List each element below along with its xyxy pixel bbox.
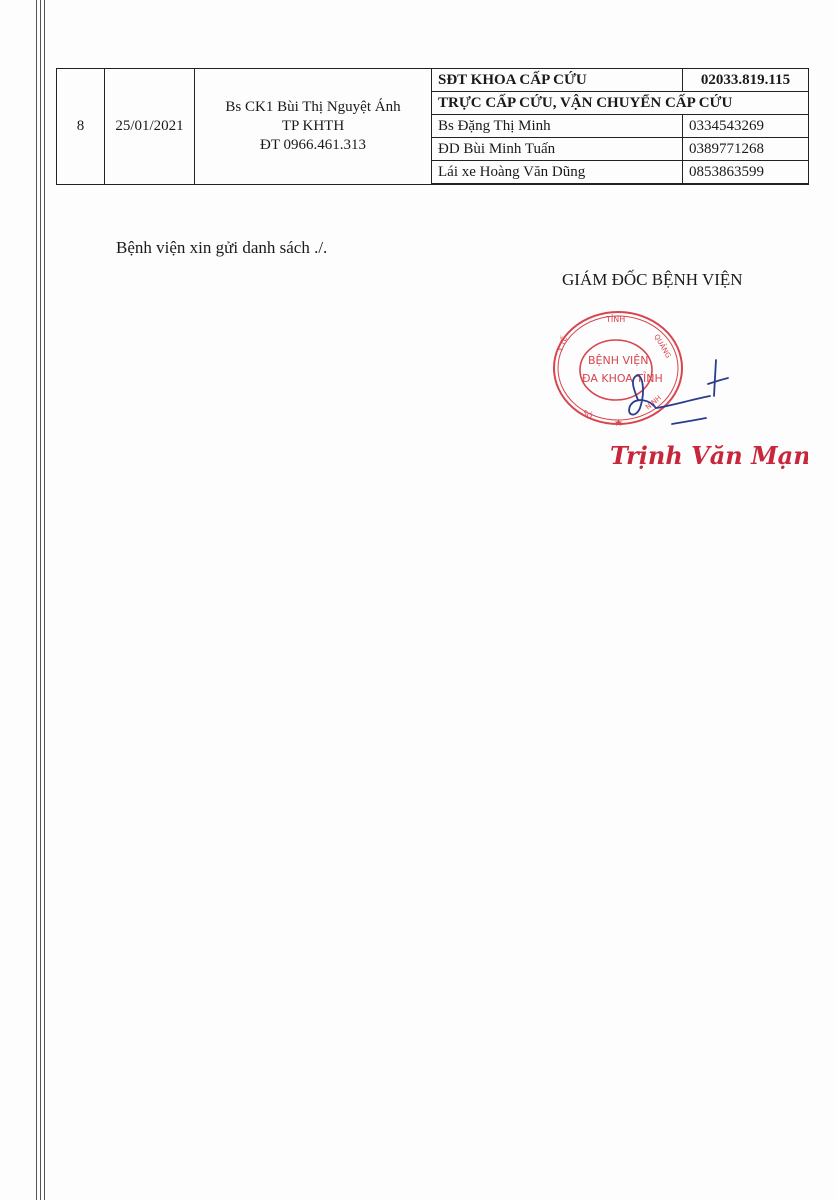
leader-name: Bs CK1 Bùi Thị Nguyệt Ánh <box>225 98 401 115</box>
stamp-inner-line2: ĐA KHOA TỈNH <box>582 372 663 385</box>
signer-name <box>608 434 808 474</box>
staff-phone: 0389771268 <box>683 138 809 161</box>
stamp-ring-left: Y TẾ <box>556 335 570 353</box>
staff-name: ĐD Bùi Minh Tuấn <box>432 138 683 161</box>
hotline-label: SĐT KHOA CẤP CỨU <box>432 69 683 92</box>
duty-date: 25/01/2021 <box>105 69 195 185</box>
staff-phone: 0334543269 <box>683 115 809 138</box>
row-number: 8 <box>57 69 105 185</box>
stamp-inner-line1: BỆNH VIỆN <box>588 354 649 367</box>
leader-position: TP KHTH <box>281 117 345 134</box>
leader-phone: ĐT 0966.461.313 <box>260 136 366 153</box>
signature-title: GIÁM ĐỐC BỆNH VIỆN <box>562 270 743 289</box>
closing-text: Bệnh viện xin gửi danh sách ./. <box>116 238 328 257</box>
staff-name: Lái xe Hoàng Văn Dũng <box>432 161 683 185</box>
table-row <box>57 69 809 92</box>
stamp-ring-bottom-left: SỞ <box>581 408 595 422</box>
svg-text:★: ★ <box>614 418 623 429</box>
signer-name-text: Trịnh Văn Mạnh <box>610 441 808 470</box>
stamp-ring-top: TỈNH <box>606 315 626 324</box>
duty-leader <box>195 69 432 185</box>
staff-name: Bs Đặng Thị Minh <box>432 115 683 138</box>
staff-phone: 0853863599 <box>683 161 809 185</box>
section-heading: TRỰC CẤP CỨU, VẬN CHUYỂN CẤP CỨU <box>432 92 809 115</box>
hotline-value: 02033.819.115 <box>683 69 809 92</box>
stamp-ring-right: QUẢNG <box>652 333 673 360</box>
handwritten-signature <box>610 350 750 440</box>
stamp-ring-bottom: NINH <box>644 393 663 412</box>
page-binding-lines <box>36 0 46 1200</box>
duty-roster-table <box>56 68 809 185</box>
